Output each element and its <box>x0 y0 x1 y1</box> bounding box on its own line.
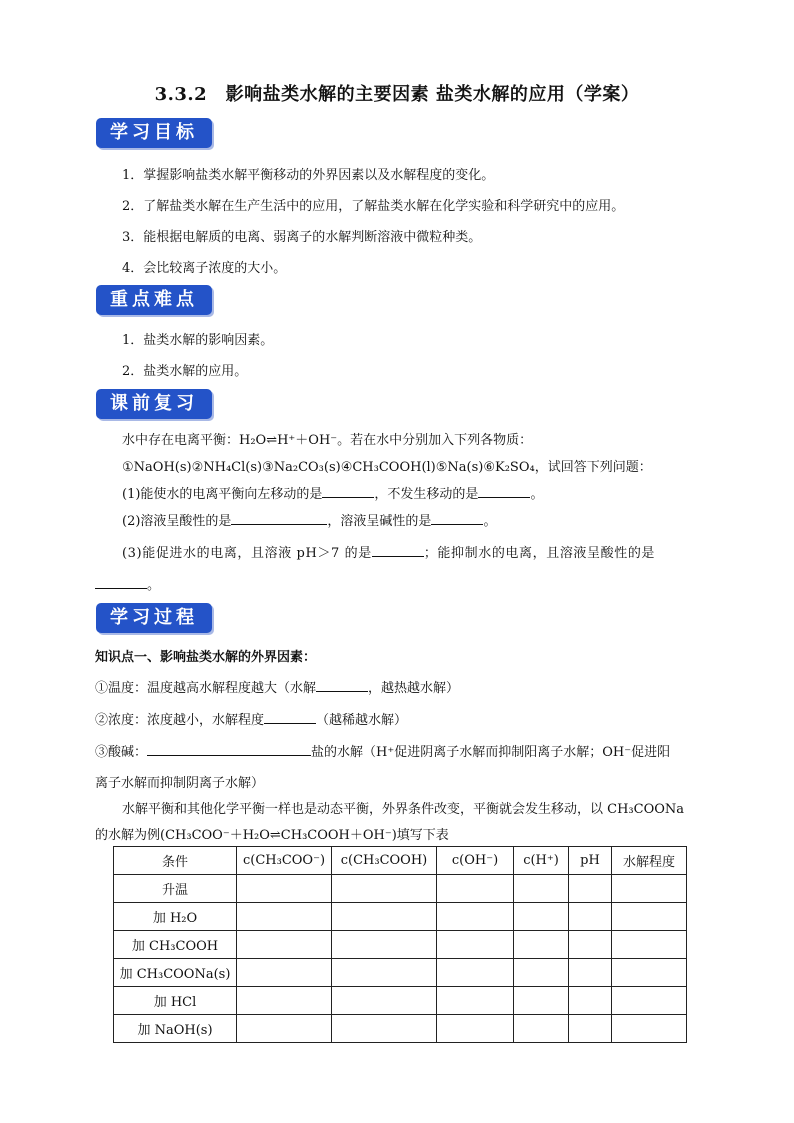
q2-text-c: 。 <box>483 514 497 529</box>
table-row <box>114 1015 687 1043</box>
review-question-3-cont <box>95 574 160 593</box>
table-answer-cell[interactable] <box>612 1015 687 1043</box>
table-row <box>114 987 687 1015</box>
table-answer-cell[interactable] <box>437 959 514 987</box>
review-substances: ①NaOH(s)②NH₄Cl(s)③Na₂CO₃(s)④CH₃COOH(l)⑤Na(s)⑥K₂SO₄，试回答下列问题： <box>122 460 652 475</box>
table-answer-cell[interactable] <box>437 987 514 1015</box>
q3-text-c: 。 <box>147 578 161 593</box>
table-answer-cell[interactable] <box>569 959 612 987</box>
section-badge-process: 学习过程 <box>96 603 212 633</box>
section-badge-key-points: 重点难点 <box>96 285 212 315</box>
section-badge-review: 课前复习 <box>96 389 212 419</box>
answer-blank[interactable] <box>316 677 368 692</box>
conc-text-b: （越稀越水解） <box>316 713 408 728</box>
table-header-cell: 条件 <box>114 847 237 875</box>
table-answer-cell[interactable] <box>437 903 514 931</box>
paragraph-line: 的水解为例(CH₃COO⁻＋H₂O⇌CH₃COOH＋OH⁻)填写下表 <box>95 828 449 843</box>
review-question-2 <box>122 510 496 529</box>
table-answer-cell[interactable] <box>569 931 612 959</box>
table-condition-cell: 加 HCl <box>114 987 237 1015</box>
objective-item: 4．会比较离子浓度的大小。 <box>122 261 287 276</box>
factor-temperature <box>95 677 459 696</box>
table-header-cell: 水解程度 <box>612 847 687 875</box>
review-question-1 <box>122 483 543 502</box>
knowledge-point-heading: 知识点一、影响盐类水解的外界因素： <box>95 650 317 665</box>
table-answer-cell[interactable] <box>237 959 332 987</box>
table-answer-cell[interactable] <box>237 931 332 959</box>
q1-text-b: ，不发生移动的是 <box>374 487 479 502</box>
table-row <box>114 875 687 903</box>
acid-text-a: ③酸碱： <box>95 745 148 760</box>
table-answer-cell[interactable] <box>332 903 437 931</box>
table-answer-cell[interactable] <box>514 931 569 959</box>
table-answer-cell[interactable] <box>332 931 437 959</box>
key-point-item: 1．盐类水解的影响因素。 <box>122 333 274 348</box>
table-condition-cell: 加 CH₃COONa(s) <box>114 959 237 987</box>
objective-item: 1．掌握影响盐类水解平衡移动的外界因素以及水解程度的变化。 <box>122 168 495 183</box>
table-answer-cell[interactable] <box>612 875 687 903</box>
table-answer-cell[interactable] <box>237 875 332 903</box>
paragraph-line: 水解平衡和其他化学平衡一样也是动态平衡，外界条件改变，平衡就会发生移动，以 CH₃COONa <box>122 802 685 817</box>
table-header-cell: pH <box>569 847 612 875</box>
table-header-cell: c(H⁺) <box>514 847 569 875</box>
conc-text-a: ②浓度：浓度越小，水解程度 <box>95 713 265 728</box>
table-row <box>114 959 687 987</box>
table-answer-cell[interactable] <box>514 1015 569 1043</box>
table-header-row <box>114 847 687 875</box>
q1-text-c: 。 <box>530 487 544 502</box>
table-answer-cell[interactable] <box>437 875 514 903</box>
table-answer-cell[interactable] <box>569 875 612 903</box>
table-header-cell: c(CH₃COOH) <box>332 847 437 875</box>
q3-text-a: (3)能促进水的电离，且溶液 pH＞7 的是 <box>122 546 372 561</box>
table-answer-cell[interactable] <box>612 931 687 959</box>
table-condition-cell: 加 CH₃COOH <box>114 931 237 959</box>
table-answer-cell[interactable] <box>569 1015 612 1043</box>
q3-text-b: ；能抑制水的电离，且溶液呈酸性的是 <box>423 546 656 561</box>
review-question-3 <box>122 542 655 561</box>
table-answer-cell[interactable] <box>514 903 569 931</box>
table-answer-cell[interactable] <box>437 1015 514 1043</box>
answer-blank[interactable] <box>231 510 327 525</box>
table-header-cell: c(OH⁻) <box>437 847 514 875</box>
acid-text-b: 盐的水解（H⁺促进阴离子水解而抑制阳离子水解；OH⁻促进阳 <box>311 745 671 760</box>
answer-blank[interactable] <box>147 741 311 756</box>
answer-blank[interactable] <box>95 574 147 589</box>
table-answer-cell[interactable] <box>332 987 437 1015</box>
table-answer-cell[interactable] <box>514 959 569 987</box>
factor-concentration <box>95 709 407 728</box>
review-intro: 水中存在电离平衡：H₂O⇌H⁺＋OH⁻。若在水中分别加入下列各物质： <box>122 433 533 448</box>
hydrolysis-table <box>113 846 687 1043</box>
table-condition-cell: 加 NaOH(s) <box>114 1015 237 1043</box>
table-answer-cell[interactable] <box>612 903 687 931</box>
table-row <box>114 931 687 959</box>
table-answer-cell[interactable] <box>569 903 612 931</box>
q2-text-a: (2)溶液呈酸性的是 <box>122 514 232 529</box>
key-point-item: 2．盐类水解的应用。 <box>122 364 248 379</box>
answer-blank[interactable] <box>322 483 374 498</box>
q2-text-b: ，溶液呈碱性的是 <box>327 514 432 529</box>
temp-text-b: ，越热越水解） <box>368 681 460 696</box>
table-answer-cell[interactable] <box>437 931 514 959</box>
answer-blank[interactable] <box>431 510 483 525</box>
temp-text-a: ①温度：温度越高水解程度越大（水解 <box>95 681 317 696</box>
section-badge-objectives: 学习目标 <box>96 118 212 148</box>
table-answer-cell[interactable] <box>612 987 687 1015</box>
table-row <box>114 903 687 931</box>
table-answer-cell[interactable] <box>332 875 437 903</box>
page-title: 3.3.2 影响盐类水解的主要因素 盐类水解的应用（学案） <box>154 84 640 105</box>
table-answer-cell[interactable] <box>237 1015 332 1043</box>
answer-blank[interactable] <box>478 483 530 498</box>
table-answer-cell[interactable] <box>612 959 687 987</box>
q1-text-a: (1)能使水的电离平衡向左移动的是 <box>122 487 323 502</box>
factor-acid-base <box>95 741 670 760</box>
answer-blank[interactable] <box>372 542 424 557</box>
table-header-cell: c(CH₃COO⁻) <box>237 847 332 875</box>
table-condition-cell: 加 H₂O <box>114 903 237 931</box>
answer-blank[interactable] <box>264 709 316 724</box>
table-condition-cell: 升温 <box>114 875 237 903</box>
table-answer-cell[interactable] <box>237 987 332 1015</box>
table-answer-cell[interactable] <box>332 1015 437 1043</box>
table-answer-cell[interactable] <box>237 903 332 931</box>
objective-item: 3．能根据电解质的电离、弱离子的水解判断溶液中微粒种类。 <box>122 230 482 245</box>
objective-item: 2．了解盐类水解在生产生活中的应用，了解盐类水解在化学实验和科学研究中的应用。 <box>122 199 625 214</box>
table-answer-cell[interactable] <box>514 875 569 903</box>
table-answer-cell[interactable] <box>569 987 612 1015</box>
table-answer-cell[interactable] <box>332 959 437 987</box>
table-answer-cell[interactable] <box>514 987 569 1015</box>
factor-acid-base-cont: 离子水解而抑制阴离子水解） <box>95 776 265 791</box>
